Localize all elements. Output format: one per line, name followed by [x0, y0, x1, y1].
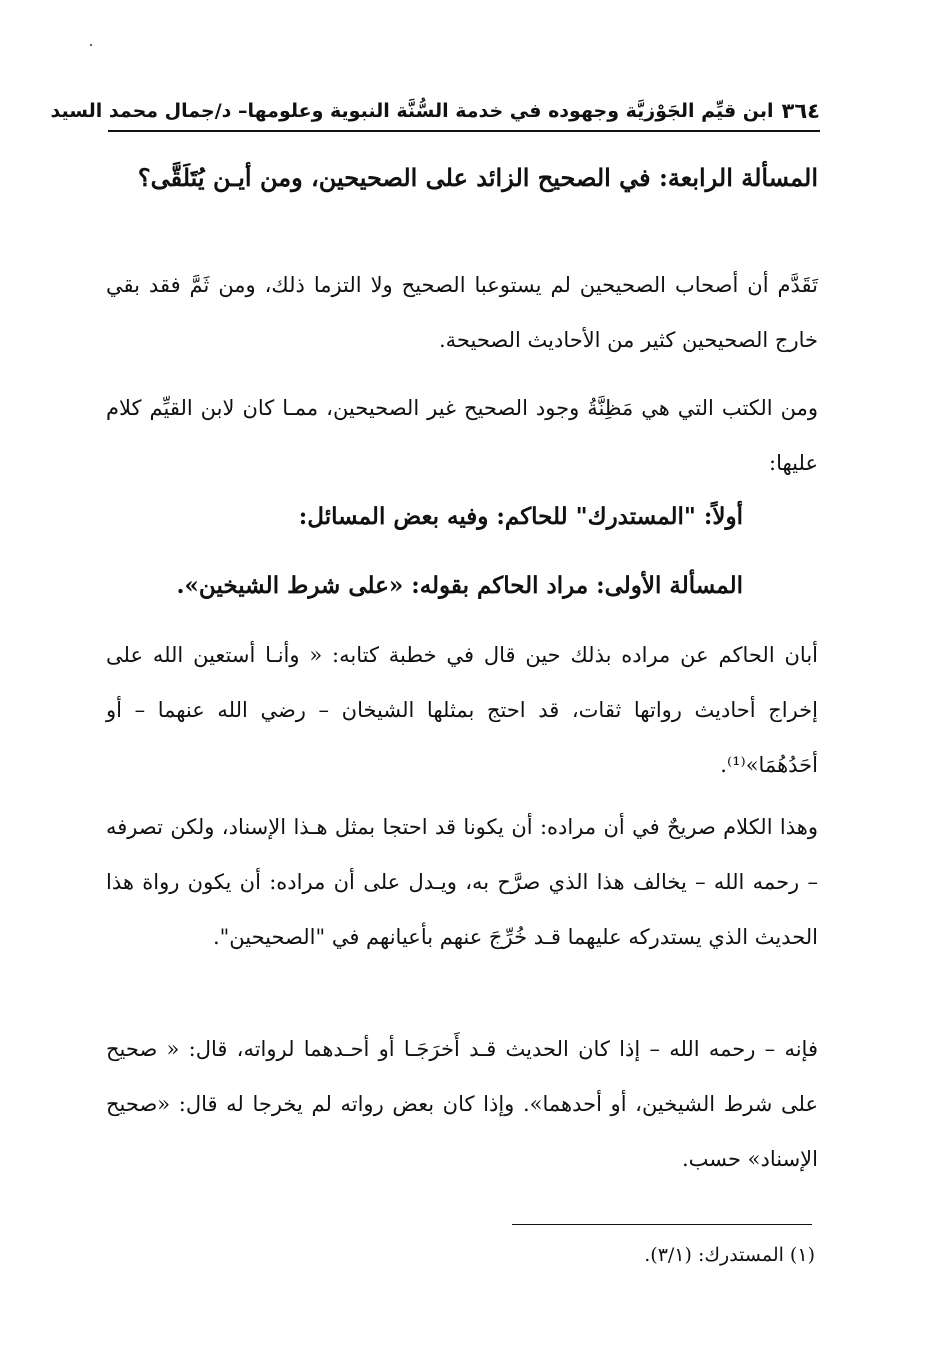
scan-speck [90, 44, 92, 46]
paragraph-1: تَقَدَّم أن أصحاب الصحيحين لم يستوعبا الصحيح ولا التزما ذلك، ومن ثَمَّ فقد بقي خارج الصحيحين كثير من الأحاديث الصحيحة. [106, 273, 818, 352]
heading-issue-one: المسألة الأولى: مراد الحاكم بقوله: «على شرط الشيخين». [176, 572, 743, 599]
heading-first-book: أولاً: "المستدرك" للحاكم: وفيه بعض المسائل: [298, 503, 743, 530]
paragraph-2: ومن الكتب التي هي مَظِنَّةُ وجود الصحيح غير الصحيحين، ممـا كان لابن القيِّم كلام عليها: [106, 396, 818, 475]
section-title: المسألة الرابعة: في الصحيح الزائد على الصحيحين، ومن أيـن يُتَلَقَّى؟ [137, 163, 818, 192]
footnote-rule [512, 1224, 812, 1225]
page-number: ٣٦٤ [781, 99, 820, 123]
paragraph-4: وهذا الكلام صريحٌ في أن مراده: أن يكونا قد احتجا بمثل هـذا الإسناد، ولكن تصرفه – رحمه الله – يخالف هذا الذي صرَّح به، ويـدل على أن مراده: أن يكون رواة هذا الحديث الذي يستدركه عليهما قـد خُرِّجَ عنهم بأعيانهم في "الصحيحين". [106, 815, 818, 949]
paragraph-5: فإنه – رحمه الله – إذا كان الحديث قـد أَخرَجَـا أو أحـدهما لرواته، قال: « صحيح على شرط الشيخين، أو أحدهما». وإذا كان بعض رواته لم يخرجا له قال: «صحيح الإسناد» حسب. [106, 1037, 818, 1171]
paragraph-3: أبان الحاكم عن مراده بذلك حين قال في خطبة كتابه: « وأنـا أستعين الله على إخراج أحاديث رواتها ثقات، قد احتج بمثلها الشيخان – رضي الله عنهما – أو أحَدُهُمَا»⁽¹⁾. [106, 643, 818, 777]
footnote: (١) المستدرك: (٣/١). [644, 1244, 815, 1266]
running-title: ابن قيِّم الجَوْزيَّة وجهوده في خدمة السُّنَّة النبوية وعلومها– د/جمال محمد السيد [50, 100, 774, 122]
header-rule [108, 130, 820, 132]
running-header [50, 94, 820, 128]
